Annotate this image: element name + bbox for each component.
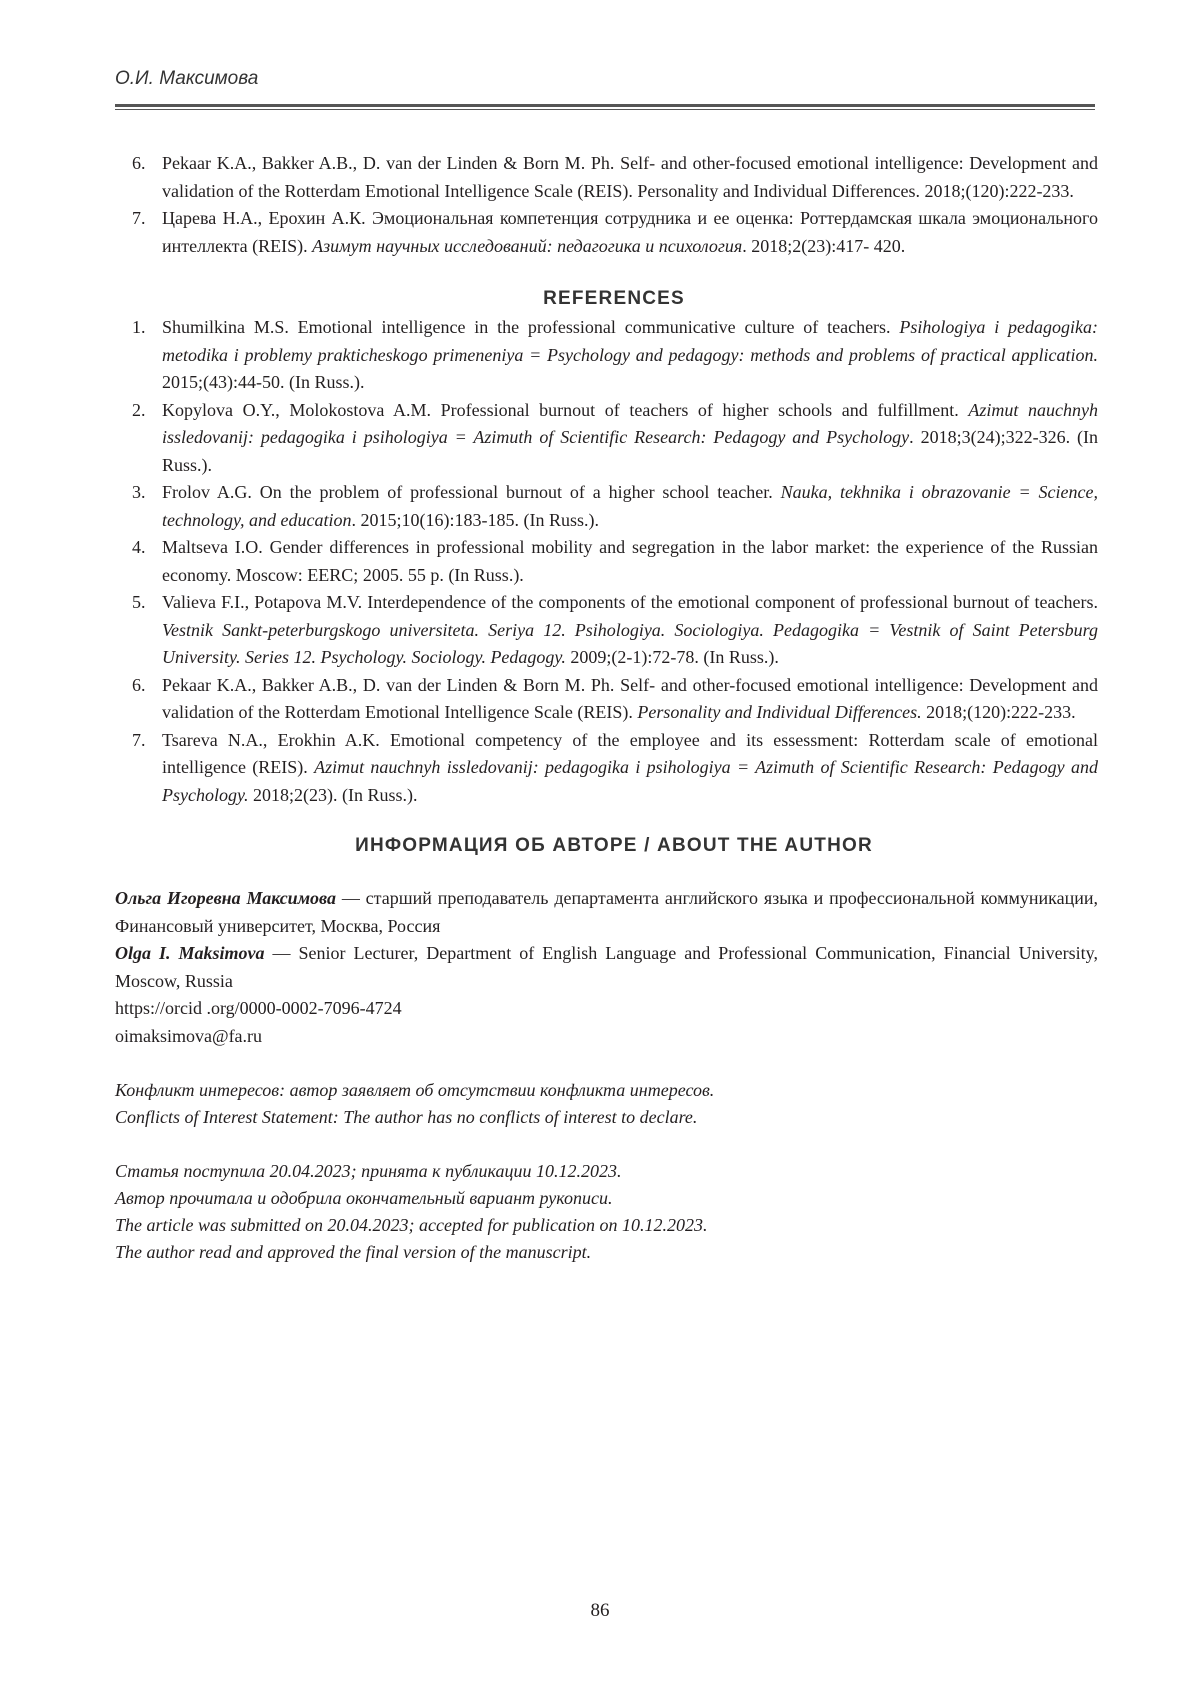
reference-text: Царева Н.А., Ерохин А.К. Эмоциональная компетенция сотрудника и ее оценка: Роттердамская шкала эмоционального интеллекта (REIS). bbox=[162, 208, 1098, 256]
reference-number: 2. bbox=[132, 399, 146, 420]
reference-number: 4. bbox=[132, 537, 146, 557]
list-item bbox=[130, 589, 1098, 672]
page-content bbox=[115, 150, 1099, 1266]
list-item bbox=[130, 314, 1098, 397]
reference-details: 2018;(120):222-233. bbox=[921, 702, 1076, 722]
submission-dates-ru: Статья поступила 20.04.2023; принята к публикации 10.12.2023. bbox=[115, 1161, 622, 1181]
list-item bbox=[130, 479, 1098, 534]
list-item bbox=[130, 672, 1098, 727]
header-rule-thick bbox=[115, 104, 1095, 107]
author-en bbox=[115, 940, 1098, 995]
author-description-ru: — старший преподаватель департамента английского языка и профессиональной коммуникации, Финансовый университет, Москва, Россия bbox=[115, 888, 1098, 936]
reference-number: 7. bbox=[132, 729, 146, 750]
reference-details: . 2018;3(24);322-326. (In Russ.). bbox=[162, 427, 1098, 475]
reference-journal: Nauka, tekhnika i obrazovanie = Science, technology, and education bbox=[162, 482, 1099, 530]
approval-ru: Автор прочитала и одобрила окончательный вариант рукописи. bbox=[115, 1188, 613, 1208]
reference-details: . 2015;10(16):183-185. (In Russ.). bbox=[351, 509, 599, 530]
reference-journal: Psihologiya i pedagogika: metodika i problemy prakticheskogo primeneniya = Psychology and pedagogy: methods and problems of practical application. bbox=[162, 317, 1099, 365]
author-email[interactable]: oimaksimova@fa.ru bbox=[115, 1025, 263, 1046]
reference-number: 7. bbox=[132, 208, 146, 228]
approval-en: The author read and approved the final version of the manuscript. bbox=[115, 1242, 592, 1262]
reference-text: Pekaar K.A., Bakker A.B., D. van der Linden & Born M. Ph. Self- and other-focused emotional intelligence: Development and validation of the Rotterdam Emotional Intelligence Scale (REIS). bbox=[162, 674, 1098, 722]
reference-journal: Vestnik Sankt-peterburgskogo universiteta. Seriya 12. Psihologiya. Sociologiya. Pedagogika = Vestnik of Saint Petersburg University. Series 12. Psychology. Sociology. Pedagogy. bbox=[162, 619, 1098, 667]
reference-journal: Personality and Individual Differences. bbox=[637, 702, 922, 722]
reference-number: 6. bbox=[132, 153, 146, 173]
list-item bbox=[130, 205, 1098, 260]
page-number: 86 bbox=[590, 1600, 610, 1621]
reference-number: 1. bbox=[132, 317, 146, 337]
reference-number: 6. bbox=[132, 674, 146, 695]
reference-journal: Azimut nauchnyh issledovanij: pedagogika i psihologiya = Azimuth of Scientific Research: Pedagogy and Psychology. bbox=[162, 757, 1098, 805]
author-name-en: Olga I. Maksimova bbox=[115, 943, 265, 963]
author-info bbox=[115, 885, 1098, 1050]
reference-details: . 2018;2(23):417- 420. bbox=[742, 235, 906, 256]
reference-text: Frolov A.G. On the problem of professional burnout of a higher school teacher. bbox=[162, 482, 781, 502]
reference-number: 3. bbox=[132, 482, 146, 502]
author-ru bbox=[115, 885, 1098, 940]
conflicts-statement bbox=[115, 1077, 1098, 1131]
author-info-heading: ИНФОРМАЦИЯ ОБ АВТОРЕ / ABOUT THE AUTHOR bbox=[355, 835, 873, 856]
references-list bbox=[130, 314, 1098, 809]
reference-text: Pekaar K.A., Bakker A.B., D. van der Linden & Born M. Ph. Self- and other-focused emotional intelligence: Development and validation of the Rotterdam Emotional Intelligence Scale (REIS). Personality and Individual Differences. 2018;(120):222-233. bbox=[162, 153, 1098, 201]
list-item bbox=[130, 150, 1098, 205]
reference-text: Kopylova O.Y., Molokostova A.M. Professional burnout of teachers of higher schools and fulfillment. bbox=[162, 399, 969, 420]
submission-info bbox=[115, 1158, 1098, 1266]
reference-text: Maltseva I.O. Gender differences in professional mobility and segregation in the labor market: the experience of the Russian economy. Moscow: EERC; 2005. 55 p. (In Russ.). bbox=[162, 537, 1098, 585]
references-heading: REFERENCES bbox=[543, 288, 685, 309]
reference-list-russian bbox=[130, 150, 1098, 260]
list-item bbox=[130, 534, 1098, 589]
author-name-ru: Ольга Игоревна Максимова bbox=[115, 888, 336, 908]
reference-details: 2015;(43):44-50. (In Russ.). bbox=[162, 372, 365, 392]
running-title: О.И. Максимова bbox=[115, 68, 259, 89]
reference-text: Tsareva N.A., Erokhin A.K. Emotional competency of the employee and its essessment: Rotterdam scale of emotional intelligence (REIS). bbox=[162, 729, 1098, 777]
author-orcid[interactable]: https://orcid .org/0000-0002-7096-4724 bbox=[115, 998, 402, 1018]
conflicts-en: Conflicts of Interest Statement: The author has no conflicts of interest to declare. bbox=[115, 1107, 698, 1127]
list-item bbox=[130, 397, 1098, 480]
header-rule-thin bbox=[115, 109, 1095, 110]
reference-details: 2009;(2-1):72-78. (In Russ.). bbox=[565, 647, 779, 667]
reference-text: Shumilkina M.S. Emotional intelligence in the professional communicative culture of teachers. bbox=[162, 317, 900, 337]
reference-journal: Азимут научных исследований: педагогика и психология bbox=[312, 235, 743, 256]
submission-dates-en: The article was submitted on 20.04.2023; accepted for publication on 10.12.2023. bbox=[115, 1215, 708, 1235]
reference-text: Valieva F.I., Potapova M.V. Interdependence of the components of the emotional component of professional burnout of teachers. bbox=[162, 592, 1098, 612]
list-item bbox=[130, 727, 1098, 810]
reference-journal: Azimut nauchnyh issledovanij: pedagogika i psihologiya = Azimuth of Scientific Research: Pedagogy and Psychology bbox=[162, 399, 1098, 447]
reference-number: 5. bbox=[132, 592, 146, 612]
reference-details: 2018;2(23). (In Russ.). bbox=[248, 784, 418, 805]
conflicts-ru: Конфликт интересов: автор заявляет об отсутствии конфликта интересов. bbox=[115, 1080, 715, 1100]
author-description-en: — Senior Lecturer, Department of English Language and Professional Communication, Financial University, Moscow, Russia bbox=[115, 943, 1098, 991]
